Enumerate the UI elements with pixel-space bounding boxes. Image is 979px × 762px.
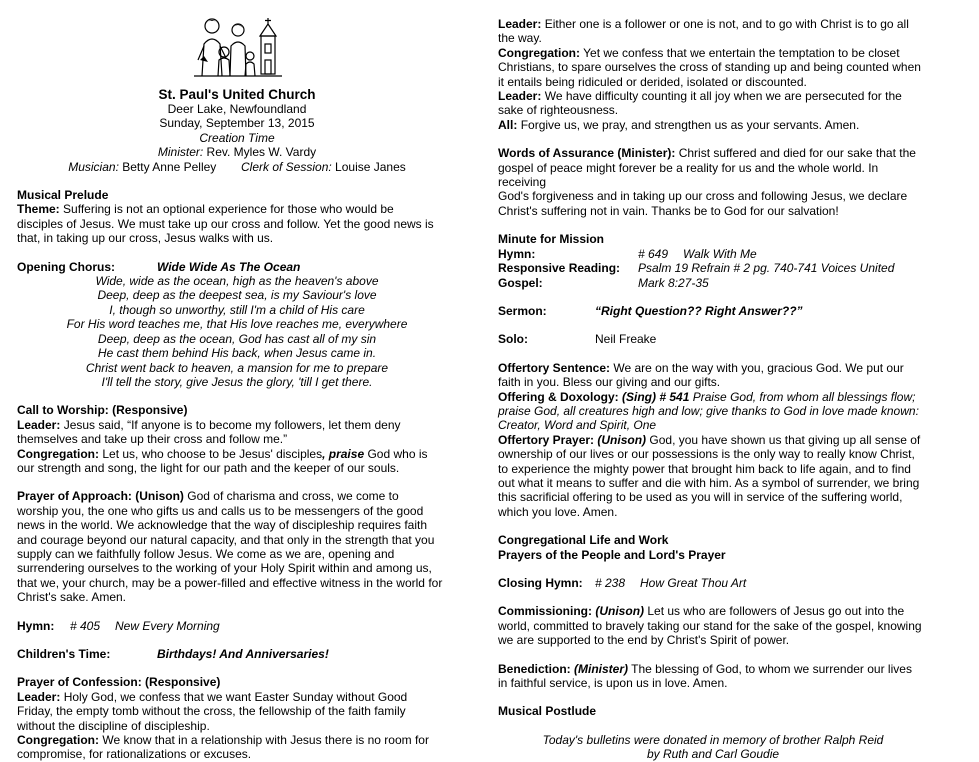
assurance-text: Christ suffered and died for our sake that the	[678, 146, 916, 161]
approach-text: worship you, the one who gifts us and calls us to be messengers of the good	[17, 503, 424, 518]
confession-leader-line	[17, 690, 457, 704]
church-location: Deer Lake, Newfoundland	[167, 102, 307, 116]
minister-name: Rev. Myles W. Vardy	[206, 145, 317, 160]
commissioning-label: Commissioning:	[498, 604, 593, 619]
approach-text: Christ's sake. Amen.	[17, 590, 126, 605]
solo-name: Neil Freake	[595, 332, 657, 347]
chorus-title: Wide Wide As The Ocean	[157, 259, 301, 274]
approach-line-1	[17, 489, 457, 503]
solo-row	[498, 332, 928, 346]
call-leader-line	[17, 418, 457, 432]
childrens-time-label: Children's Time:	[17, 647, 111, 661]
confession-text: We have difficulty counting it all joy when we are persecuted for the	[544, 89, 902, 104]
mission-gospel-label: Gospel:	[498, 275, 543, 290]
confession-heading: Prayer of Confession: (Responsive)	[17, 675, 221, 690]
opening-chorus-row	[17, 260, 457, 274]
left-column	[17, 0, 457, 762]
all-label: All:	[498, 117, 518, 132]
minister-label: Minister:	[157, 145, 204, 160]
assurance-text: Christ's suffering not in vain. Thanks be to God for our salvation!	[498, 203, 839, 218]
chorus-line: He cast them behind His back, when Jesus came in.	[97, 346, 377, 361]
dedication-note	[498, 733, 928, 762]
minister-line	[17, 145, 457, 159]
cont-leader2-line	[498, 89, 928, 103]
closing-hymn-label: Closing Hymn:	[498, 576, 583, 590]
congregation-label: Congregation:	[17, 446, 99, 461]
confession-text: Forgive us, we pray, and strengthen us as your servants. Amen.	[520, 117, 860, 132]
offertory-sentence-line	[498, 361, 928, 375]
benediction-text: The blessing of God, to whom we surrender our lives	[631, 661, 912, 676]
mission-hymn-label: Hymn:	[498, 246, 536, 261]
childrens-time-title: Birthdays! And Anniversaries!	[157, 647, 329, 661]
musician-label: Musician:	[68, 159, 119, 174]
assurance-text: gospel of peace might forever be a reality for us and the whole world. In receiving	[498, 160, 879, 190]
benediction-line	[498, 662, 928, 676]
leader-label: Leader:	[498, 17, 542, 31]
mission-hymn-row	[498, 247, 928, 261]
congregational-life-heading: Congregational Life and Work	[498, 533, 669, 548]
confession-text: without the discipline of discipleship.	[17, 718, 210, 733]
childrens-time-row	[17, 647, 457, 661]
call-congregation-line	[17, 447, 457, 461]
hymn-label: Hymn:	[17, 618, 55, 633]
postlude-heading: Musical Postlude	[498, 704, 597, 719]
approach-text: news in the world. We acknowledge that the way of discipleship requires faith	[17, 518, 427, 533]
theme-text-3: that, in taking up our cross, Jesus walks with us.	[17, 231, 274, 246]
approach-text: that we, your church, may be a power-filled and effective witness in the world for	[17, 575, 443, 590]
service-theme-title: Creation Time	[199, 130, 275, 145]
congregation-label: Congregation:	[498, 45, 580, 60]
offertory-prayer-text: this sacrificial offering to be used as you will in service of the suffering world,	[498, 490, 903, 505]
clerk-label: Clerk of Session:	[241, 159, 332, 174]
call-cong-text-1a: Let us, who choose to be Jesus' disciples	[102, 446, 323, 461]
doxology-text: praise God, all creatures high and low; give thanks to God in love made known:	[498, 403, 919, 418]
chorus-line: Deep, deep as the ocean, God has cast all of my sin	[97, 331, 377, 346]
sermon-row	[498, 304, 928, 318]
call-cong-text-1c: God who is	[367, 446, 428, 461]
approach-text: and courage beyond our natural capacity, and that only in the strength that you	[17, 532, 435, 547]
call-leader-text-1: Jesus said, “If anyone is to become my followers, let them deny	[63, 417, 401, 432]
church-name: St. Paul's United Church	[158, 87, 316, 102]
hymn-title: New Every Morning	[115, 618, 220, 633]
musician-clerk-line	[17, 160, 457, 174]
leader-label: Leader:	[498, 89, 542, 104]
call-cong-praise: , praise	[322, 446, 365, 461]
mission-gospel-row	[498, 276, 928, 290]
leader-label: Leader:	[17, 417, 61, 432]
theme-paragraph	[17, 202, 457, 216]
chorus-line: Wide, wide as the ocean, high as the heaven's above	[95, 274, 379, 289]
offertory-prayer-text: God, you have shown us that giving up all sense of	[649, 432, 921, 447]
closing-hymn-number: # 238	[595, 576, 626, 590]
offertory-prayer-label: Offertory Prayer:	[498, 432, 595, 447]
assurance-heading: Words of Assurance (Minister):	[498, 146, 676, 161]
chorus-line: For His word teaches me, that His love reaches me, everywhere	[66, 317, 408, 332]
sermon-label: Sermon:	[498, 303, 547, 318]
mission-heading: Minute for Mission	[498, 232, 604, 247]
confession-text: Christians, to spare ourselves the cross of standing up and being counted when	[498, 60, 921, 75]
benediction-minister: (Minister)	[574, 661, 629, 676]
mission-reading-label: Responsive Reading:	[498, 261, 621, 276]
approach-text: God of charisma and cross, we come to	[187, 489, 399, 504]
chorus-line: I, though so unworthy, still I'm a child of His care	[109, 302, 365, 317]
mission-reading-value: Psalm 19 Refrain # 2 pg. 740-741 Voices United	[638, 261, 895, 276]
mission-hymn-number: # 649	[638, 246, 669, 261]
confession-text: the way.	[498, 31, 542, 46]
solo-label: Solo:	[498, 332, 528, 347]
offertory-prayer-text: ownership of our lives or our possessions is the only way to really know Christ,	[498, 447, 915, 462]
prayers-of-people-heading: Prayers of the People and Lord's Prayer	[498, 547, 726, 562]
offertory-prayer-unison: (Unison)	[597, 432, 647, 447]
commissioning-text: Let us who are followers of Jesus go out into the	[647, 604, 905, 619]
call-to-worship-heading: Call to Worship: (Responsive)	[17, 403, 188, 418]
doxology-label: Offering & Doxology:	[498, 389, 619, 404]
offertory-text: We are on the way with you, gracious God. We put our	[613, 360, 904, 375]
service-date: Sunday, September 13, 2015	[159, 116, 315, 131]
chorus-lyrics	[17, 274, 457, 389]
commissioning-line	[498, 604, 928, 618]
right-column	[498, 17, 928, 762]
offertory-sentence-label: Offertory Sentence:	[498, 360, 611, 375]
benediction-text: in faithful service, is upon us in love. Amen.	[498, 676, 728, 691]
doxology-text: Praise God, from whom all blessings flow;	[692, 389, 916, 404]
confession-cong-line	[17, 733, 457, 747]
cont-cong-line	[498, 46, 928, 60]
doxology-line	[498, 390, 928, 404]
benediction-label: Benediction:	[498, 661, 571, 676]
commissioning-text: world, committed to bravely taking our stand for the sake of the gospel, knowing	[498, 618, 922, 633]
clerk-name: Louise Janes	[335, 159, 406, 174]
mission-gospel-value: Mark 8:27-35	[638, 275, 709, 290]
approach-text: supply can we faithfully follow Jesus. We come as we are, opening and	[17, 546, 395, 561]
confession-text: compromise, for rationalizations or excuses.	[17, 747, 252, 762]
prelude-heading: Musical Prelude	[17, 188, 109, 203]
church-family-logo-icon	[190, 16, 285, 78]
approach-text: surrendering ourselves to the working of your Holy Spirit within and among us,	[17, 561, 432, 576]
theme-label: Theme:	[17, 202, 60, 217]
theme-text-2: disciples of Jesus. We must take up our cross and follow. Yet the good news is	[17, 216, 434, 231]
offertory-prayer-text: which you love. Amen.	[498, 504, 618, 519]
confession-text: it entails being ridiculed or derided, isolated or discounted.	[498, 74, 807, 89]
doxology-text: Creator, Word and Spirit, One	[498, 418, 657, 433]
call-leader-text-2: themselves and take up their cross and follow me.”	[17, 432, 288, 447]
confession-text: Holy God, we confess that we want Easter Sunday without Good	[63, 689, 408, 704]
doxology-sing: (Sing) # 541	[622, 389, 690, 404]
confession-text: Either one is a follower or one is not, and to go with Christ is to go all	[544, 17, 909, 31]
approach-heading: Prayer of Approach: (Unison)	[17, 489, 184, 504]
confession-text: Friday, the empty tomb without the cross, the fellowship of the faith family	[17, 704, 406, 719]
mission-hymn-title: Walk With Me	[683, 246, 757, 261]
confession-text: Yet we confess that we entertain the temptation to be closet	[583, 45, 900, 60]
offertory-prayer-text: out what it means to suffer and die with him. As a symbol of surrender, we bring	[498, 475, 920, 490]
hymn-405-row	[17, 619, 457, 633]
congregation-label: Congregation:	[17, 733, 99, 748]
cont-leader-line	[498, 17, 928, 31]
closing-hymn-row	[498, 576, 928, 590]
confession-text: We know that in a relationship with Jesus there is no room for	[102, 733, 429, 748]
assurance-line-1	[498, 146, 928, 160]
sermon-title: “Right Question?? Right Answer??”	[595, 303, 803, 318]
commissioning-unison: (Unison)	[595, 604, 645, 619]
chorus-line: I'll tell the story, give Jesus the glory, 'till I get there.	[101, 374, 373, 389]
offertory-text: faith in you. Bless our giving and our gifts.	[498, 375, 721, 390]
call-cong-text-2: our strength and song, the light for our path and the keeper of our souls.	[17, 460, 400, 475]
commissioning-text: we are supported to the end by Christ's Spirit of power.	[498, 633, 790, 648]
chorus-line: Deep, deep as the deepest sea, is my Saviour's love	[97, 288, 377, 303]
offertory-prayer-text: to experience the mighty power that brought him back to life again, and to find	[498, 461, 911, 476]
cont-all-line	[498, 118, 928, 132]
chorus-line: Christ went back to heaven, a mansion for me to prepare	[85, 360, 389, 375]
confession-text: sake of righteousness.	[498, 103, 619, 118]
theme-text-1: Suffering is not an optional experience for those who would be	[63, 202, 394, 217]
offertory-prayer-line	[498, 433, 928, 447]
musician-name: Betty Anne Pelley	[122, 159, 217, 174]
hymn-number: # 405	[70, 618, 101, 633]
dedication-line: Today's bulletins were donated in memory of brother Ralph Reid	[542, 732, 884, 747]
chorus-label: Opening Chorus:	[17, 259, 115, 274]
leader-label: Leader:	[17, 689, 61, 704]
closing-hymn-title: How Great Thou Art	[640, 576, 747, 590]
dedication-line: by Ruth and Carl Goudie	[646, 747, 780, 762]
assurance-text: God's forgiveness and in taking up our cross and following Jesus, we declare	[498, 189, 908, 204]
mission-reading-row	[498, 261, 928, 275]
